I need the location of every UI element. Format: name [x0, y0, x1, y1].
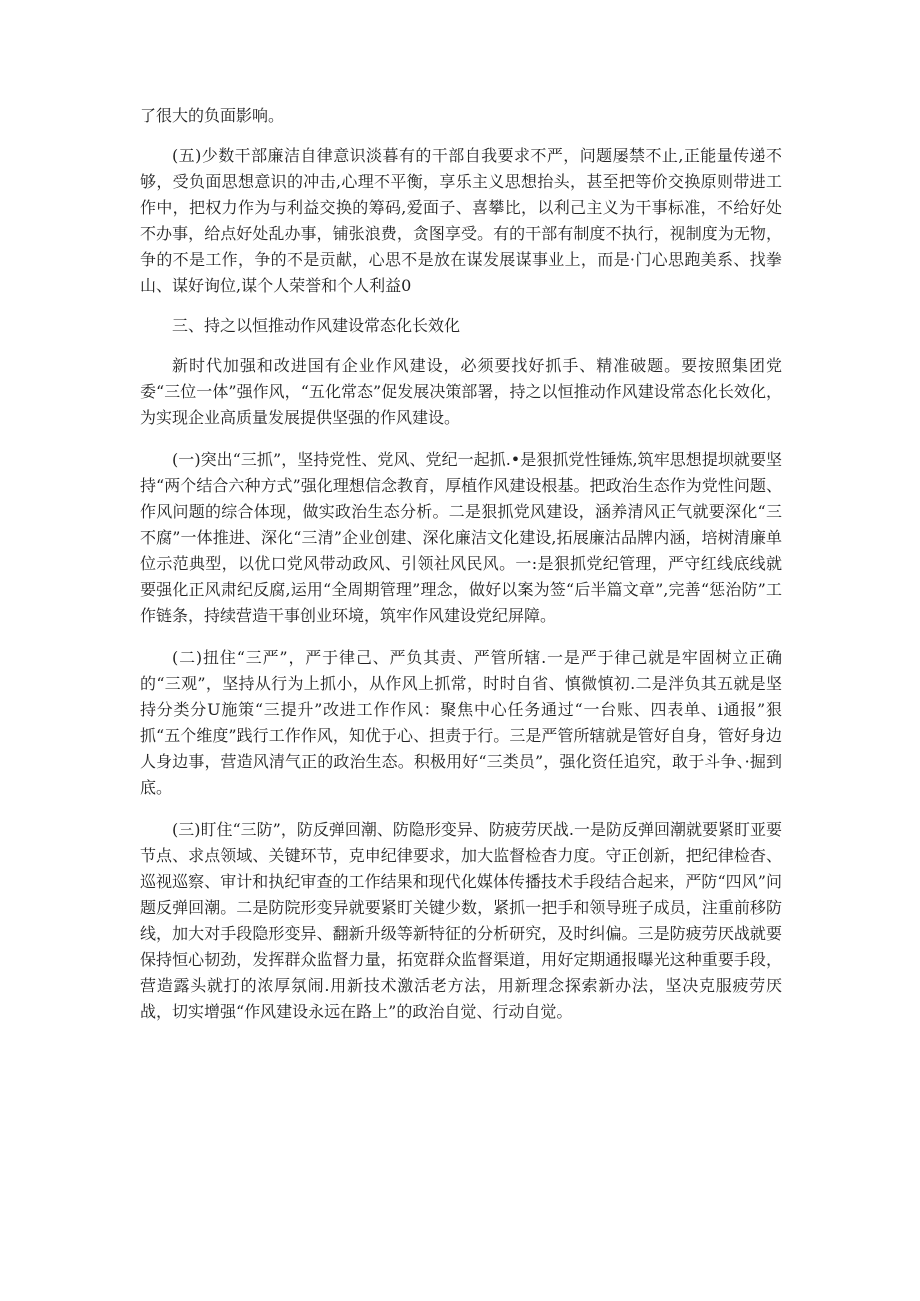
- paragraph-intro: 新时代加强和改进国有企业作风建设，必须要找好抓手、精准破题。要按照集团党委“三位一体”强作风，“五化常态”促发展决策部署，持之以恒推动作风建设常态化长效化，为实现企业高质量发展提供坚强的作风建设。: [140, 356, 782, 427]
- paragraph-one: (一)突出“三抓”，坚持党性、党风、党纪一起抓.•是狠抓党性锤炼,筑牢思想提坝就要坚持“两个结合六种方式”强化理想信念教育，厚植作风建设根基。把政治生态作为党性问题、作风问题的综合体现，做实政治生态分析。二是狠抓党风建设，涵养清风正气就要深化“三不腐”一体推进、深化“三清”企业创建、深化廉洁文化建设,拓展廉沽品牌内涵，培树清廉单位示范典型，以优口党风带动政风、引领社风民风。一:是狠抓党纪管理，严守红线底线就要强化正风肃纪反腐,运用“全周期管理”理念，做好以案为签“后半篇文章”,完善“惩治防”工作链条，持续营造干事创业环境，筑牢作风建设党纪屏障。: [140, 450, 782, 625]
- paragraph-three: (三)盯住“三防”，防反弹回潮、防隐形变异、防疲劳厌战.一是防反弹回潮就要紧盯亚要节点、求点领域、关键环节，克申纪律要求，加大监督检杳力度。守正创新，把纪律检杳、巡视巡察、审计和执纪审查的工作结果和现代化媒体传播技术手段结合起来，严防“四风”问题反弹回潮。二是防院形变异就要紧盯关键少数，紧抓一把手和领导班子成员，注重前移防线，加大对手段隐形变异、翻新升级等新特征的分析研究，及时纠偏。三是防疲劳厌战就要保持恒心韧劲，发挥群众监督力量，拓宽群众监督渠道，用好定期通报曝光这种重要手段，营造露头就打的浓厚氛闹.用新技术激活老方法，用新理念探索新办法，坚决克服疲劳厌战，切实增强“作风建设永远在路上”的政治自觉、行动自觉。: [140, 820, 782, 1021]
- section-heading-three: 三、持之以恒推动作风建设常态化长效化: [172, 316, 461, 335]
- paragraph-continuation: 了很大的负面影响。: [140, 106, 285, 125]
- paragraph-five: (五)少数干部廉洁自律意识淡暮有的干部自我要求不严，问题屡禁不止,正能量传递不够，受负面思想意识的冲击,心理不平衡，享乐主义思想抬头，甚至把等价交换原则带进工作中，把权力作为与利益交换的筹码,爱面子、喜攀比，以利己主义为干事标准，不给好处不办事，给点好处乱办事，铺张浪费，贪图享受。有的干部有制度不执行，视制度为无物，争的不是工作，争的不是贡献，心思不是放在谋发展谋事业上，而是·门心思跑美系、找拳山、谋好询位,谋个人荣誉和个人利益0: [140, 146, 782, 295]
- document-body: [140, 103, 782, 1025]
- paragraph-two: (二)扭住“三严”，严于律己、严负其责、严管所辖.一是严于律己就是牢固树立正确的“三观”，坚持从行为上抓小，从作风上抓常，时时自省、慎微慎初.二是泮负其五就是坚持分类分U施策“三提升”改进工作作风：聚焦中心任务通过“一台账、四表单、i通报”狠抓“五个维度”践行工作作风，知优于心、担责于行。三是严管所辖就是管好自身，管好身边人身边事，营造风清气正的政治生态。积极用好“三类员”，强化资任追究，敢于斗争、·掘到底。: [140, 648, 782, 797]
